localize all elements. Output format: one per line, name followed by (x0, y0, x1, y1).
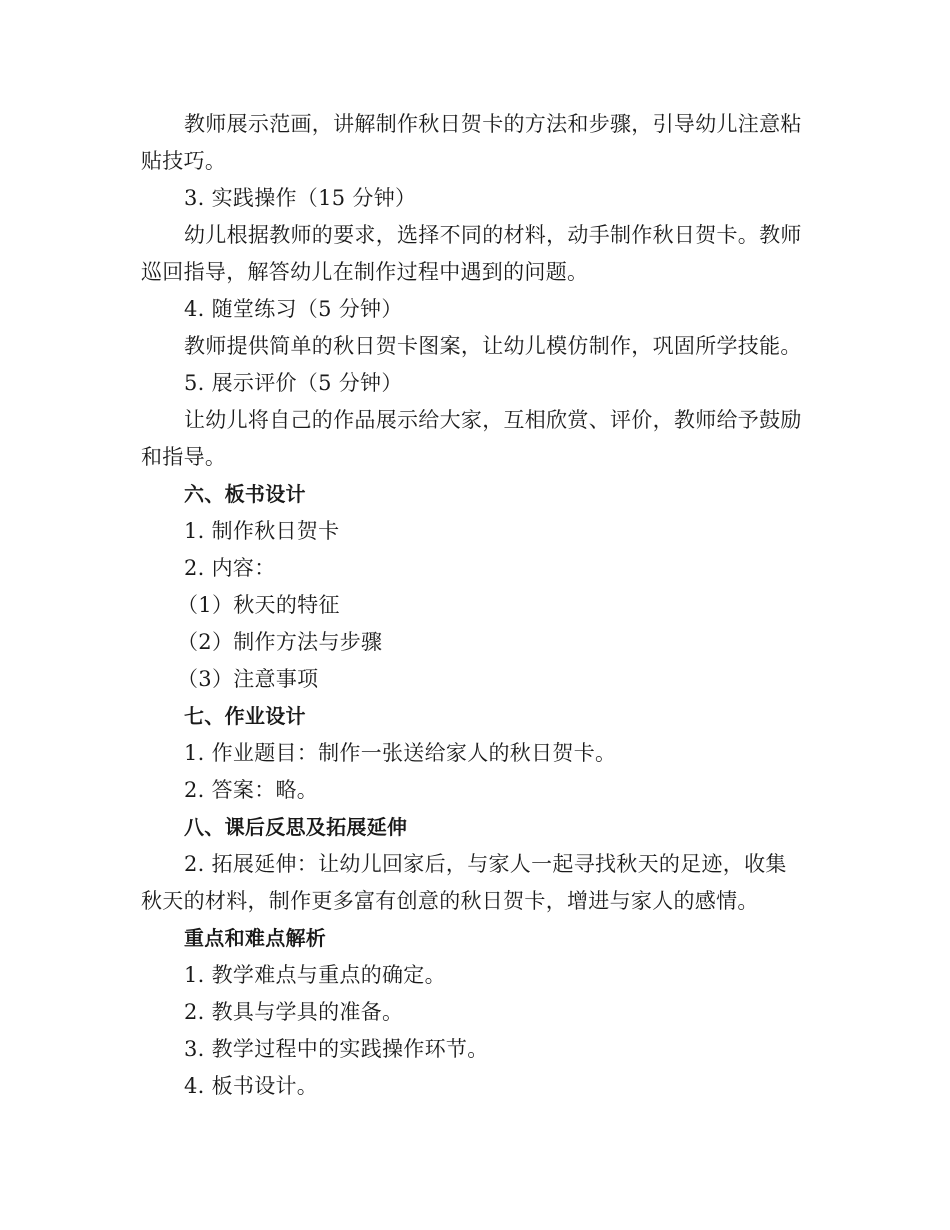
document-body (141, 106, 805, 1105)
paragraph-practice-operation: 幼儿根据教师的要求，选择不同的材料，动手制作秋日贺卡。教师巡回指导，解答幼儿在制作过程中遇到的问题。 (141, 223, 802, 284)
list-item: 1. 作业题目：制作一张送给家人的秋日贺卡。 (184, 741, 617, 765)
section-heading-key-points: 重点和难点解析 (184, 926, 327, 950)
section-heading-board-design: 六、板书设计 (184, 482, 306, 506)
paragraph-extension: 2. 拓展延伸：让幼儿回家后，与家人一起寻找秋天的足迹，收集秋天的材料，制作更多富有创意的秋日贺卡，增进与家人的感情。 (141, 852, 787, 913)
section-heading-homework: 七、作业设计 (184, 704, 306, 728)
section-heading-reflection: 八、课后反思及拓展延伸 (184, 815, 408, 839)
list-item: 1. 教学难点与重点的确定。 (184, 963, 446, 987)
sub-list-item: （3）注意事项 (177, 667, 319, 691)
step-display-evaluation: 5. 展示评价（5 分钟） (184, 371, 403, 395)
sub-list-item: （2）制作方法与步骤 (177, 630, 383, 654)
paragraph-classroom-exercise: 教师提供简单的秋日贺卡图案，让幼儿模仿制作，巩固所学技能。 (184, 334, 802, 358)
list-item: 2. 内容： (184, 556, 276, 580)
list-item: 2. 教具与学具的准备。 (184, 1000, 404, 1024)
list-item: 2. 答案：略。 (184, 778, 319, 802)
step-classroom-exercise: 4. 随堂练习（5 分钟） (184, 297, 403, 321)
paragraph-demo-explanation: 教师展示范画，讲解制作秋日贺卡的方法和步骤，引导幼儿注意粘贴技巧。 (141, 112, 802, 173)
step-practice-operation: 3. 实践操作（15 分钟） (184, 186, 417, 210)
paragraph-display-evaluation: 让幼儿将自己的作品展示给大家，互相欣赏、评价，教师给予鼓励和指导。 (141, 408, 802, 469)
sub-list-item: （1）秋天的特征 (177, 593, 340, 617)
list-item: 1. 制作秋日贺卡 (184, 519, 340, 543)
list-item: 3. 教学过程中的实践操作环节。 (184, 1037, 489, 1061)
list-item: 4. 板书设计。 (184, 1074, 319, 1098)
